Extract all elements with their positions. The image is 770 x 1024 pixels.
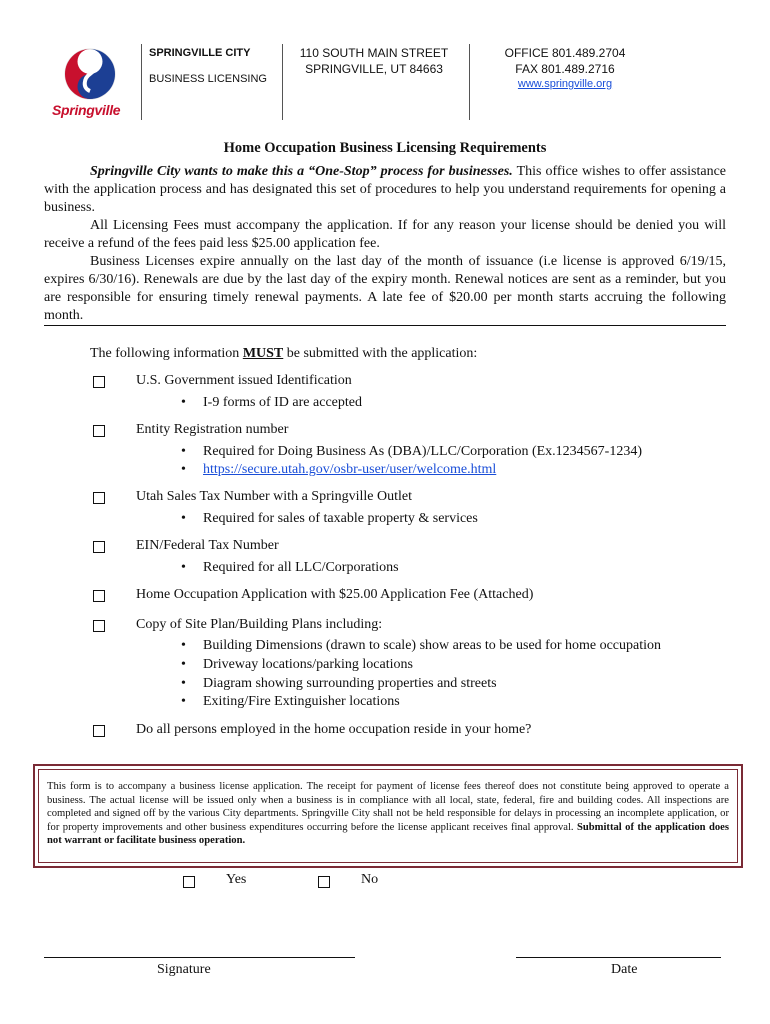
bullet-driveway: • Driveway locations/parking locations [181, 657, 413, 672]
signature-line[interactable] [44, 957, 355, 958]
checkbox-sales-tax[interactable] [93, 492, 105, 504]
checkbox-employees-reside[interactable] [93, 725, 105, 737]
must-emphasis: MUST [242, 346, 284, 361]
header-fax: FAX 801.489.2716 [515, 62, 615, 76]
header-city-state: SPRINGVILLE, UT 84663 [305, 62, 443, 76]
bullet-i9: • I-9 forms of ID are accepted [181, 395, 362, 410]
header-divider [469, 44, 470, 120]
checkbox-ein[interactable] [93, 541, 105, 553]
item-site-plan: Copy of Site Plan/Building Plans including: [136, 617, 383, 632]
header-office-phone: OFFICE 801.489.2704 [504, 46, 626, 60]
website-link[interactable]: www.springville.org [517, 78, 613, 90]
section-divider [44, 325, 726, 326]
signature-label: Signature [157, 962, 211, 977]
bullet-osbr-link: • https://secure.utah.gov/osbr-user/user/welcome.html [181, 462, 497, 477]
checkbox-identification[interactable] [93, 376, 105, 388]
intro-emphasis: Springville City wants to make this a “One-Stop” process for businesses. [90, 164, 513, 179]
item-ein: EIN/Federal Tax Number [136, 538, 279, 553]
label-no: No [361, 872, 379, 887]
checkbox-entity-registration[interactable] [93, 425, 105, 437]
osbr-link[interactable]: https://secure.utah.gov/osbr-user/user/welcome.html [203, 462, 497, 477]
notice-bold-text: Submittal of the application does not warrant or facilitate business operation. [47, 821, 730, 847]
header-city: SPRINGVILLE CITY [149, 47, 251, 59]
item-employees-reside: Do all persons employed in the home occupation reside in your home? [136, 722, 532, 737]
bullet-taxable-sales: • Required for sales of taxable property & services [181, 511, 478, 526]
paragraph-fees: All Licensing Fees must accompany the application. If for any reason your license should be denied you will receive a refund of the fees paid less $25.00 application fee. [44, 218, 726, 251]
checkbox-no[interactable] [318, 876, 330, 888]
page-title: Home Occupation Business Licensing Requirements [223, 140, 547, 156]
checkbox-yes[interactable] [183, 876, 195, 888]
header-department: BUSINESS LICENSING [149, 73, 267, 85]
bullet-dba: • Required for Doing Business As (DBA)/LLC/Corporation (Ex.1234567-1234) [181, 444, 643, 459]
checkbox-application-fee[interactable] [93, 590, 105, 602]
item-application-fee: Home Occupation Application with $25.00 Application Fee (Attached) [136, 587, 534, 602]
notice-text: This form is to accompany a business license application. The receipt for payment of license fees thereof does not constitute being approved to operate a business. The actual license will be issued only when a business is in compliance with all local, state, federal, fire and building codes. All inspections are completed and signed off by the various City departments. Springville City shall not be held responsible for delays in processing an incomplete application, or for property improvements and other business expenditures occurring before the license applicant receives final approval. [47, 781, 729, 833]
item-entity-registration: Entity Registration number [136, 422, 289, 437]
bullet-exiting: • Exiting/Fire Extinguisher locations [181, 694, 400, 709]
checkbox-site-plan[interactable] [93, 620, 105, 632]
date-label: Date [611, 962, 638, 977]
logo-wordmark: Springville [52, 102, 121, 118]
bullet-diagram: • Diagram showing surrounding properties and streets [181, 676, 497, 691]
bullet-building-dimensions: • Building Dimensions (drawn to scale) show areas to be used for home occupation [181, 638, 662, 653]
date-line[interactable] [516, 957, 721, 958]
paragraph-expiry: Business Licenses expire annually on the last day of the month of issuance (i.e license is approved 6/19/15, expires 6/30/16). Renewals are due by the last day of the expiry month. Renewal notices are sent as a reminder, but you are responsible for ensuring timely renewal payments. A late fee of $20.00 per month starts accruing the following month. [44, 254, 726, 323]
header-street: 110 SOUTH MAIN STREET [299, 46, 449, 60]
requirements-intro: The following information MUST be submitted with the application: [90, 346, 478, 361]
header-divider [141, 44, 142, 120]
label-yes: Yes [226, 872, 247, 887]
notice-box [33, 764, 743, 868]
paragraph-intro: Springville City wants to make this a “One-Stop” process for businesses. This office wishes to offer assistance with the application process and has designated this set of procedures to help you understand requirements for opening a business. [44, 164, 727, 215]
bullet-llc: • Required for all LLC/Corporations [181, 560, 399, 575]
item-identification: U.S. Government issued Identification [136, 373, 352, 388]
header-divider [282, 44, 283, 120]
notice-inner-border [38, 769, 738, 863]
item-sales-tax: Utah Sales Tax Number with a Springville Outlet [136, 489, 412, 504]
